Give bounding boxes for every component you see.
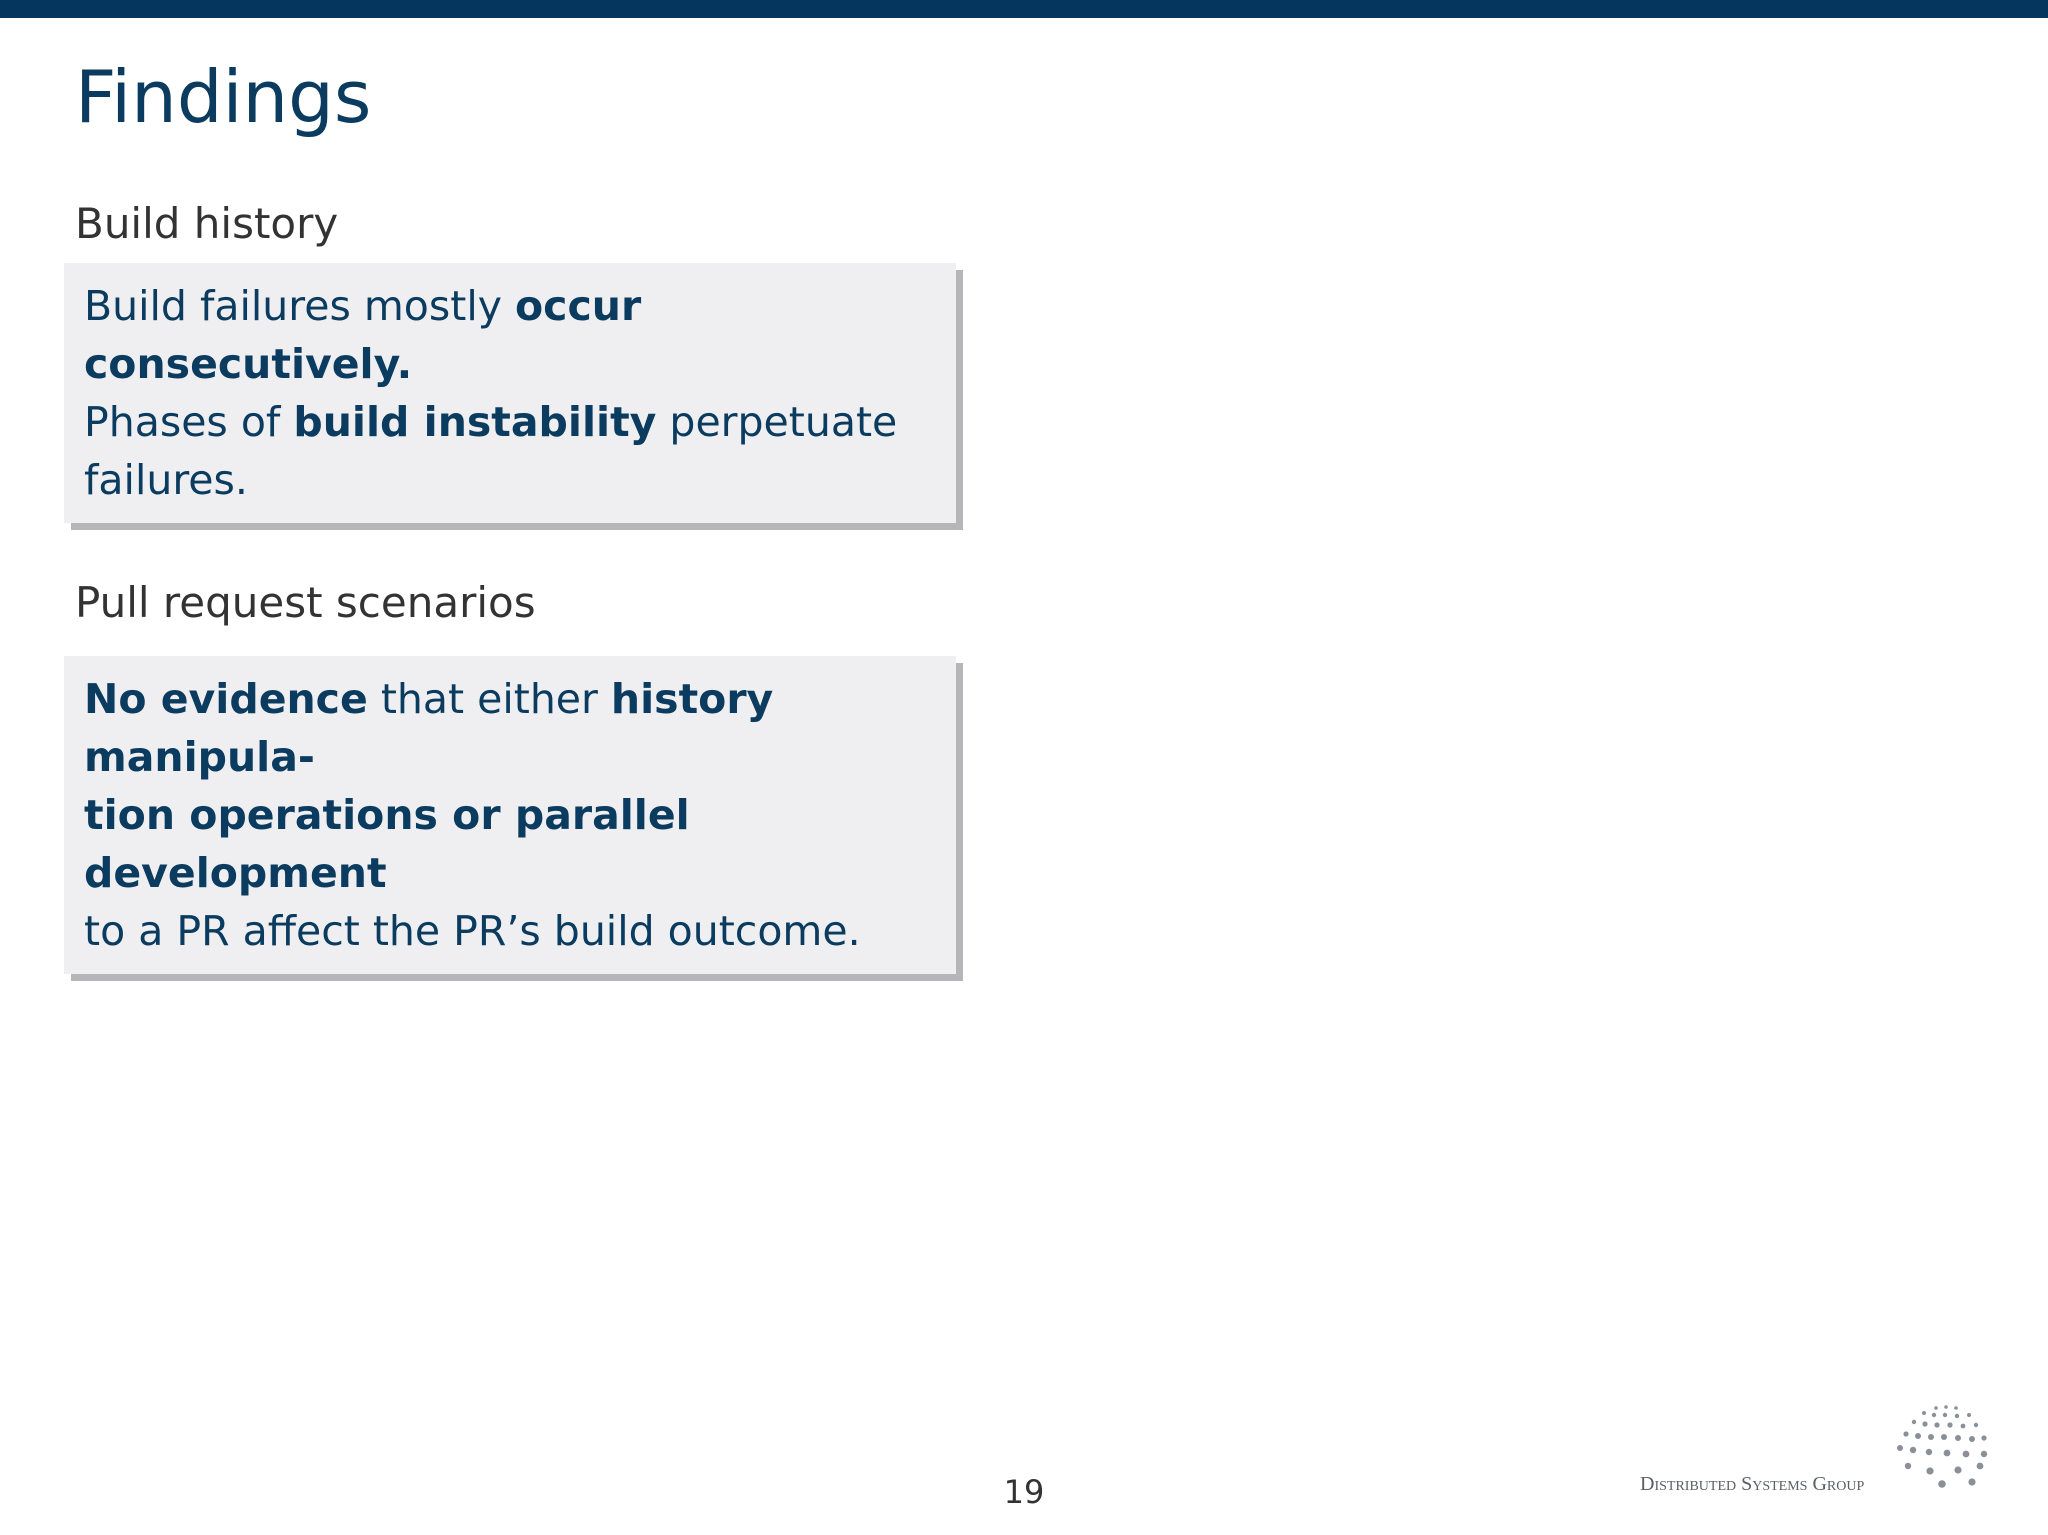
finding-text: that either (367, 675, 611, 723)
dotted-arc-logo-icon (1880, 1398, 1996, 1498)
finding-line (84, 786, 942, 902)
finding-line (84, 902, 942, 960)
finding-emphasis: occur consecutively. (84, 282, 642, 388)
finding-line (84, 393, 942, 451)
finding-text: failures. (84, 456, 248, 504)
finding-emphasis: history manipula- (84, 675, 774, 781)
top-banner-bar (0, 0, 2048, 18)
finding-box-build-history (64, 263, 956, 523)
finding-box-pull-request (64, 656, 956, 974)
finding-line (84, 670, 942, 786)
finding-text: to a PR affect the PR’s build outcome. (84, 907, 861, 955)
group-name-label: Distributed Systems Group (1640, 1473, 1865, 1495)
finding-line (84, 277, 942, 393)
finding-line (84, 451, 942, 509)
section-heading-pull-request: Pull request scenarios (75, 578, 536, 627)
finding-text: Build failures mostly (84, 282, 516, 330)
finding-text: perpetuate (656, 398, 898, 446)
page-number: 19 (1003, 1473, 1045, 1511)
slide-title: Findings (75, 55, 372, 139)
finding-emphasis: build instability (293, 398, 657, 446)
finding-text: Phases of (84, 398, 294, 446)
section-heading-build-history: Build history (75, 199, 339, 248)
finding-emphasis: tion operations or parallel development (84, 791, 690, 897)
finding-emphasis: No evidence (84, 675, 368, 723)
